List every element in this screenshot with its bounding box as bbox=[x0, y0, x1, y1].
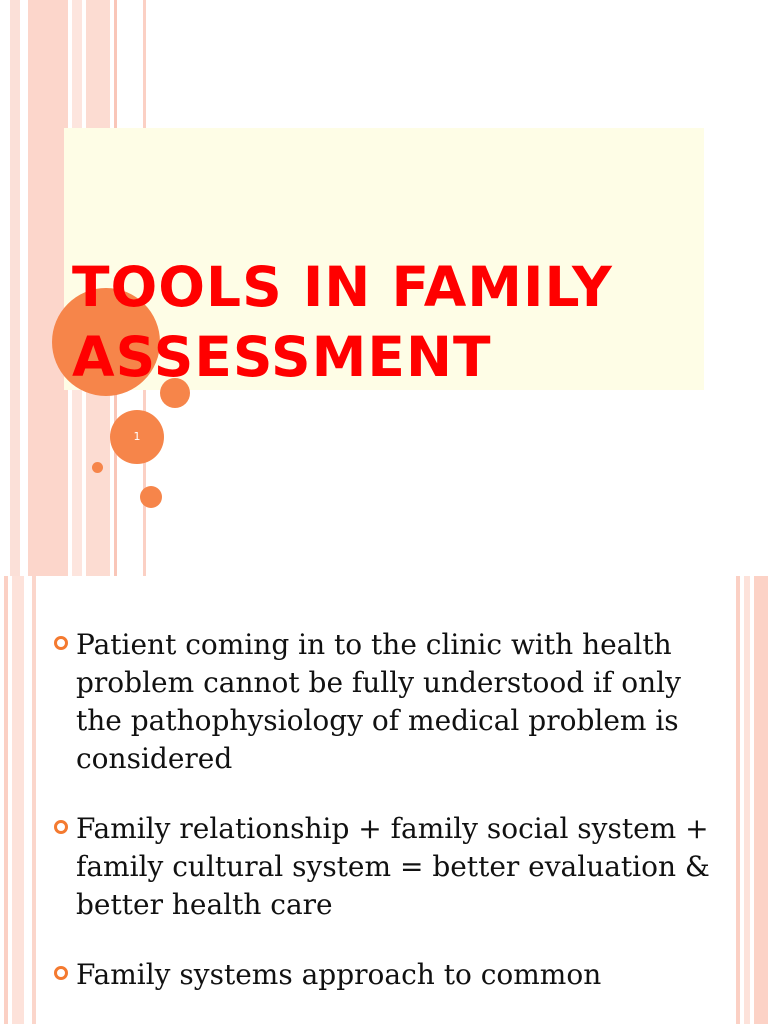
decorative-stripe bbox=[10, 0, 20, 576]
bullet-list bbox=[48, 626, 728, 1024]
decorative-stripe bbox=[32, 576, 36, 1024]
decorative-stripe bbox=[744, 576, 750, 1024]
bullet-text: Family systems approach to common bbox=[76, 958, 602, 991]
decorative-stripe bbox=[754, 576, 768, 1024]
decorative-stripe bbox=[28, 0, 68, 576]
content-slide bbox=[0, 576, 768, 1024]
bullet-text: Family relationship + family social system + family cultural system = better evaluation & better health care bbox=[76, 812, 710, 921]
decorative-stripe bbox=[736, 576, 740, 1024]
bullet-text: Patient coming in to the clinic with health problem cannot be fully understood if only the pathophysiology of medical problem is considered bbox=[76, 628, 681, 775]
decorative-stripe bbox=[12, 576, 24, 1024]
list-item bbox=[48, 626, 728, 778]
list-item bbox=[48, 956, 728, 994]
decorative-circle bbox=[92, 462, 103, 473]
slide-title: TOOLS IN FAMILY ASSESSMENT bbox=[72, 255, 613, 389]
circle-bullet-icon bbox=[54, 820, 68, 834]
circle-bullet-icon bbox=[54, 636, 68, 650]
decorative-stripe bbox=[4, 576, 8, 1024]
decorative-circle bbox=[140, 486, 162, 508]
list-item bbox=[48, 810, 728, 924]
slide-number: 1 bbox=[133, 430, 141, 443]
circle-bullet-icon bbox=[54, 966, 68, 980]
